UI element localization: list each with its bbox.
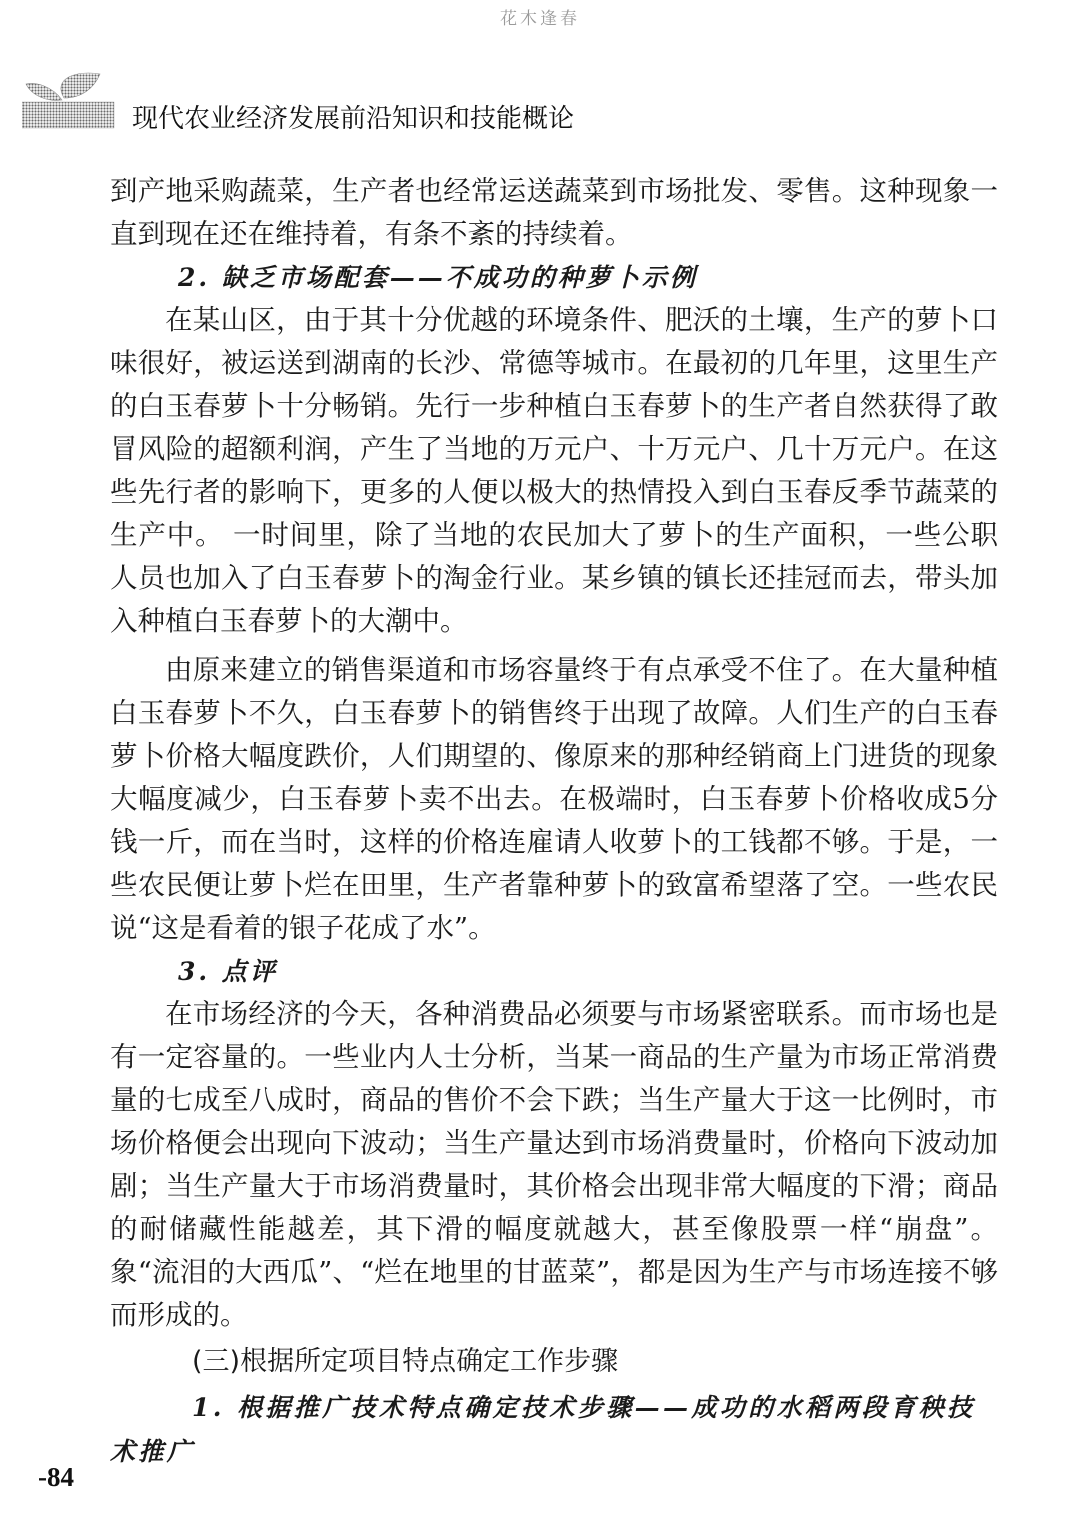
- paragraph-market-failure: 由原来建立的销售渠道和市场容量终于有点承受不住了。在大量种植白玉春萝卜不久，白玉春萝卜的销售终于出现了故障。人们生产的白玉春萝卜价格大幅度跌价，人们期望的、像原来的那种经销商上门进货的现象大幅度减少，白玉春萝卜卖不出去。在极端时，白玉春萝卜价格收成5分钱一斤，而在当时，这样的价格连雇请人收萝卜的工钱都不够。于是，一些农民便让萝卜烂在田里，生产者靠种萝卜的致富希望落了空。一些农民说“这是看着的银子花成了水”。: [110, 654, 998, 944]
- page-header: [22, 68, 1022, 134]
- subsection-heading: (三)根据所定项目特点确定工作步骤: [192, 1346, 619, 1377]
- paragraph-case-description: 在某山区，由于其十分优越的环境条件、肥沃的土壤，生产的萝卜口味很好，被运送到湖南的长沙、常德等城市。在最初的几年里，这里生产的白玉春萝卜十分畅销。先行一步种植白玉春萝卜的生产者自然获得了敢冒风险的超额利润，产生了当地的万元户、十万元户、几十万元户。在这些先行者的影响下，更多的人便以极大的热情投入到白玉春反季节蔬菜的生产中。 一时间里，除了当地的农民加大了萝卜的生产面积，一些公职人员也加入了白玉春萝卜的淘金行业。某乡镇的镇长还挂冠而去，带头加入种植白玉春萝卜的大潮中。: [110, 304, 998, 637]
- sprout-logo-icon: [22, 68, 122, 130]
- paragraph-commentary: 在市场经济的今天，各种消费品必须要与市场紧密联系。而市场也是有一定容量的。一些业内人士分析，当某一商品的生产量为市场正常消费量的七成至八成时，商品的售价不会下跌；当生产量大于这一比例时，市场价格便会出现向下波动；当生产量达到市场消费量时，价格向下波动加剧；当生产量大于市场消费量时，其价格会出现非常大幅度的下滑；商品的耐储藏性能越差，其下滑的幅度就越大，甚至像股票一样“崩盘”。象“流泪的大西瓜”、“烂在地里的甘蓝菜”，都是因为生产与市场连接不够而形成的。: [110, 998, 998, 1331]
- paragraph-continued: 到产地采购蔬菜，生产者也经常运送蔬菜到市场批发、零售。这种现象一直到现在还在维持着，有条不紊的持续着。: [110, 175, 998, 250]
- section-heading-2: 2. 缺乏市场配套——不成功的种萝卜示例: [178, 263, 698, 292]
- watermark-text: 花木逢春: [500, 9, 580, 29]
- page-body: [110, 170, 998, 1474]
- section-heading-1: 1. 根据推广技术特点确定技术步骤——成功的水稻两段育秧技术推广: [110, 1393, 976, 1466]
- section-heading-3: 3. 点评: [178, 957, 278, 986]
- page-number: -84: [38, 1462, 74, 1492]
- book-title: 现代农业经济发展前沿知识和技能概论: [132, 104, 575, 134]
